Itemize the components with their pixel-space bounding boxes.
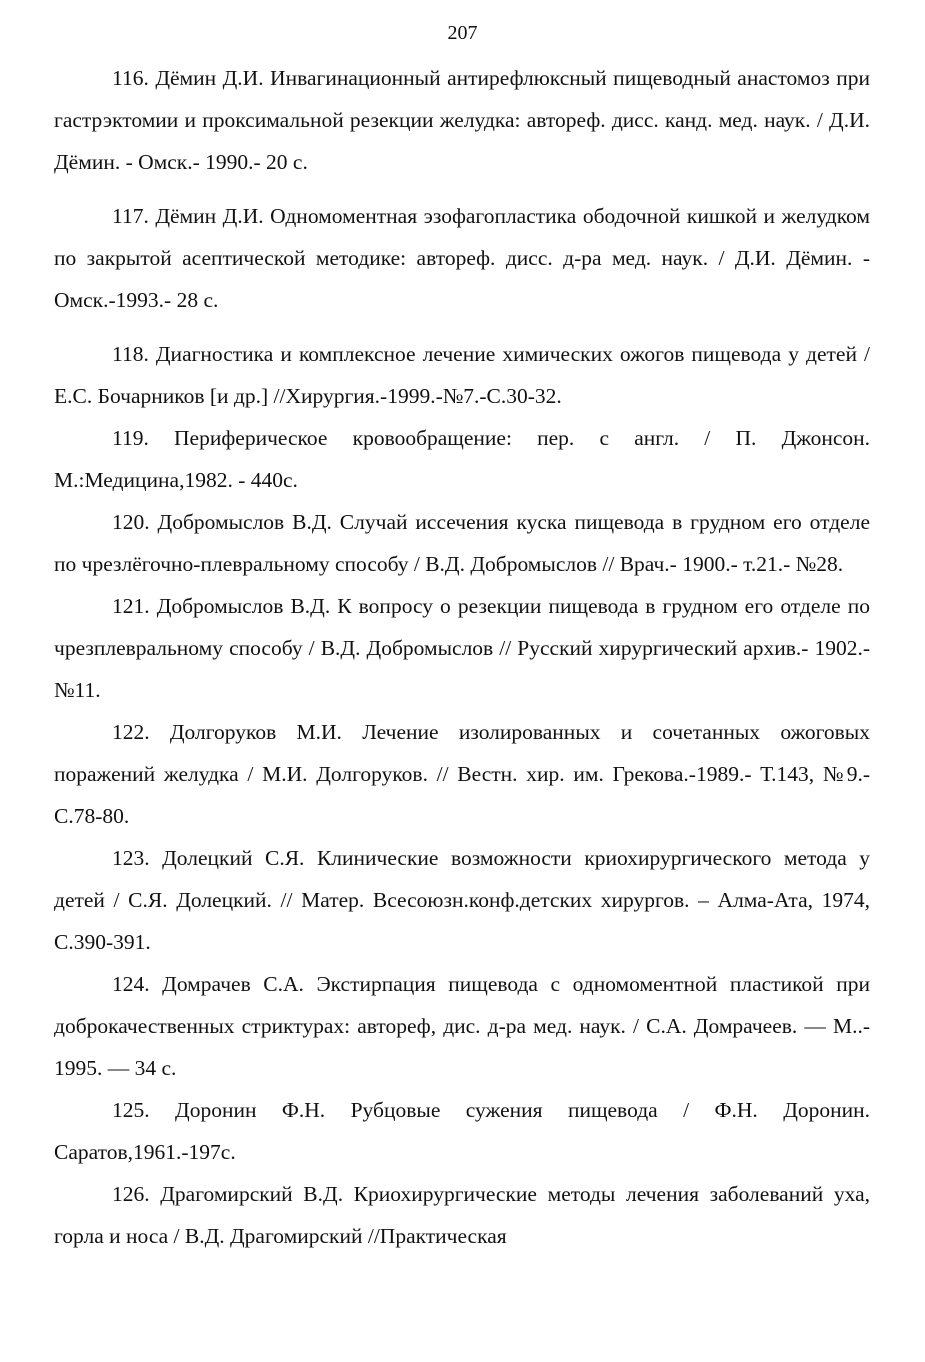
reference-item: 121. Добромыслов В.Д. К вопросу о резекции пищевода в грудном его отделе по чрезплевральному способу / В.Д. Добромыслов // Русский хирургический архив.- 1902.- №11. (54, 594, 870, 702)
reference-item: 124. Домрачев С.А. Экстирпация пищевода с одномоментной пластикой при доброкачественных стриктурах: автореф, дис. д-ра мед. наук. / С.А. Домрачеев. — М..- 1995. — 34 с. (54, 972, 870, 1080)
reference-item: 120. Добромыслов В.Д. Случай иссечения куска пищевода в грудном его отделе по чрезлёгочно-плевральному способу / В.Д. Добромыслов // Врач.- 1900.- т.21.- №28. (54, 510, 870, 576)
reference-item: 116. Дёмин Д.И. Инвагинационный антирефлюксный пищеводный анастомоз при гастрэктомии и проксимальной резекции желудка: автореф. дисс. канд. мед. наук. / Д.И. Дёмин. - Омск.- 1990.- 20 с. (54, 66, 870, 174)
reference-item: 119. Периферическое кровообращение: пер. с англ. / П. Джонсон. М.:Медицина,1982. - 440с. (54, 426, 870, 492)
page-number: 207 (447, 22, 478, 44)
reference-item: 117. Дёмин Д.И. Одномоментная эзофагопластика ободочной кишкой и желудком по закрытой асептической методике: автореф. дисс. д-ра мед. наук. / Д.И. Дёмин. - Омск.-1993.- 28 с. (54, 204, 870, 312)
reference-list (54, 57, 870, 1257)
reference-item: 118. Диагностика и комплексное лечение химических ожогов пищевода у детей / Е.С. Бочарников [и др.] //Хирургия.-1999.-№7.-С.30-32. (54, 342, 870, 408)
reference-item: 122. Долгоруков М.И. Лечение изолированных и сочетанных ожоговых поражений желудка / М.И. Долгоруков. // Вестн. хир. им. Грекова.-1989.- Т.143, №9.-С.78-80. (54, 720, 870, 828)
reference-item: 125. Доронин Ф.Н. Рубцовые сужения пищевода / Ф.Н. Доронин. Саратов,1961.-197с. (54, 1098, 870, 1164)
reference-item: 123. Долецкий С.Я. Клинические возможности криохирургического метода у детей / С.Я. Долецкий. // Матер. Всесоюзн.конф.детских хирургов. – Алма-Ата, 1974, С.390-391. (54, 846, 870, 954)
reference-item: 126. Драгомирский В.Д. Криохирургические методы лечения заболеваний уха, горла и носа / В.Д. Драгомирский //Практическая (54, 1182, 870, 1248)
